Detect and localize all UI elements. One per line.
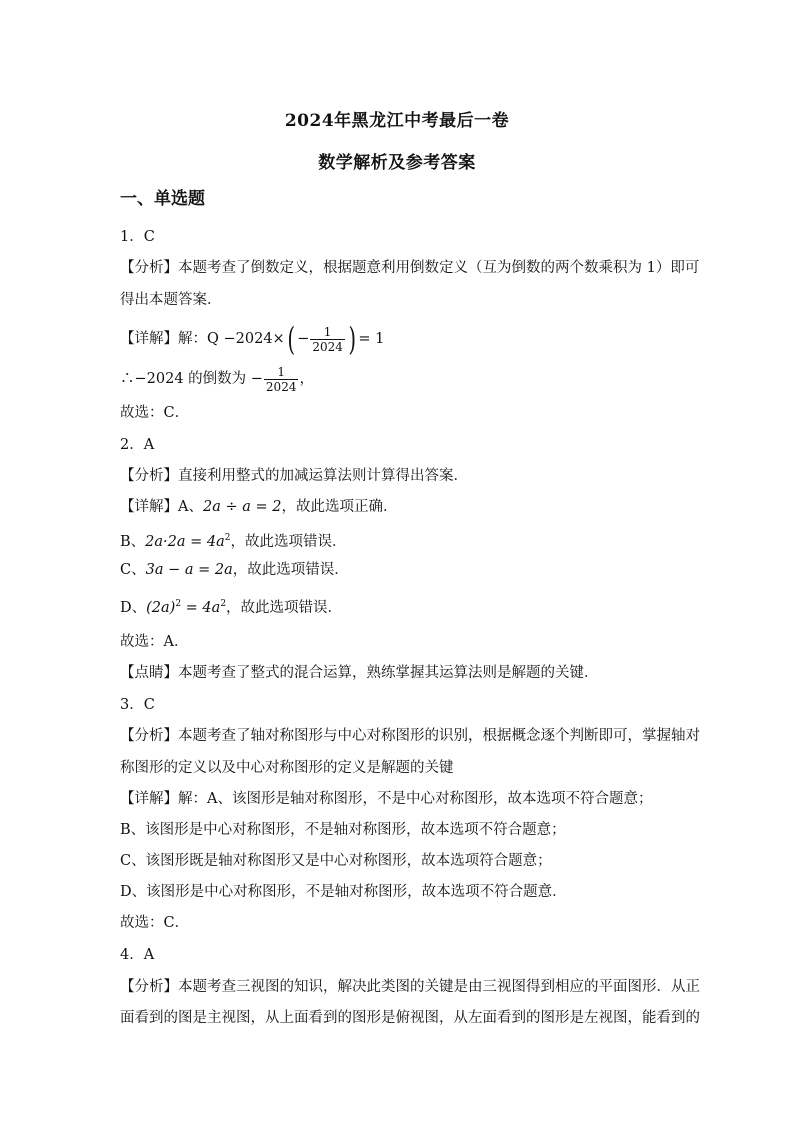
q1-detail-expr-right: = 1 [358,331,385,347]
exponent: 2 [224,533,231,543]
q1-choose: 故选：C． [120,405,190,421]
q3-detail-d: D、该图形是中心对称图形，不是轴对称图形，故本选项不符合题意． [120,884,567,900]
q2-detail-c [120,560,680,580]
option-prefix: 【详解】A、 [120,499,203,515]
option-conclusion: ，故此选项错误． [230,533,347,550]
q4-analysis-line-2: 面看到的图是主视图，从上面看到的图形是俯视图，从左面看到的图形是左视图，能看到的 [120,1010,700,1026]
q3-analysis-line-1: 【分析】本题考查了轴对称图形与中心对称图形的识别，根据概念逐个判断即可，掌握轴对 [120,728,700,744]
option-prefix: B、 [120,533,146,550]
option-conclusion: ，故此选项正确． [281,499,398,515]
q1-analysis-line-1: 【分析】本题考查了倒数定义，根据题意利用倒数定义（互为倒数的两个数乘积为 1）即可 [120,260,700,276]
q3-detail-a: 【详解】解：A、该图形是轴对称图形，不是中心对称图形，故本选项不符合题意； [120,791,653,807]
q3-detail-b: B、该图形是中心对称图形，不是轴对称图形，故本选项不符合题意； [120,822,566,838]
option-prefix: D、 [120,599,147,616]
q2-answer: 2．A [120,437,155,453]
q2-detail-a [120,497,680,517]
math-expression: 2a ÷ a = 2 [202,499,282,515]
q1-detail-fraction [310,325,345,354]
exponent: 2 [175,599,182,609]
q3-detail-c: C、该图形既是轴对称图形又是中心对称图形，故本选项符合题意； [120,853,552,869]
q3-answer: 3．C [120,697,155,713]
q1-therefore-right: ， [299,371,314,387]
option-conclusion: ，故此选项错误． [226,599,343,616]
math-expression: = 4a [181,599,221,616]
q2-detail-d [120,594,680,618]
q1-detail-prefix: 【详解】解： [120,331,207,347]
document-title: 2024年黑龙江中考最后一卷 [284,111,510,131]
math-expression: (2a) [146,599,176,616]
q2-detail-b [120,528,680,552]
q1-answer: 1．C [120,229,155,245]
option-prefix: C、 [120,562,146,578]
q4-analysis-line-1: 【分析】本题考查三视图的知识，解决此类图的关键是由三视图得到相应的平面图形．从正 [120,979,700,995]
q1-therefore-fraction [264,365,299,394]
fraction-denominator: 2024 [265,379,297,394]
math-expression: 3a − a = 2a [145,562,233,578]
fraction-numerator: 1 [310,325,345,340]
option-conclusion: ，故此选项错误． [232,562,349,578]
q1-therefore-left: ∴−2024 的倒数为 − [120,371,263,387]
fraction-numerator: 1 [264,365,299,380]
math-expression: 2a·2a = 4a [145,533,225,550]
q2-choose: 故选：A． [120,634,189,650]
q2-analysis: 【分析】直接利用整式的加减运算法则计算得出答案． [120,468,468,484]
document-subtitle: 数学解析及参考答案 [318,153,476,173]
section-heading: 一、单选题 [120,189,205,209]
q4-answer: 4．A [120,947,155,963]
q1-therefore [120,362,680,396]
left-paren: ( [287,320,295,358]
q1-analysis-line-2: 得出本题答案． [120,292,222,308]
exponent: 2 [220,599,227,609]
fraction-denominator: 2024 [312,339,343,354]
q1-detail-expr-left: Q −2024× [207,331,285,347]
right-paren: ) [348,320,356,358]
q2-note: 【点睛】本题考查了整式的混合运算，熟练掌握其运算法则是解题的关键． [120,665,599,681]
q3-analysis-line-2: 称图形的定义以及中心对称图形的定义是解题的关键 [120,760,454,776]
q3-choose: 故选：C． [120,915,190,931]
q1-detail: 【详解】解：Q −2024×( − $\frac{1}{2024}$ ) = 1 [120,320,385,358]
